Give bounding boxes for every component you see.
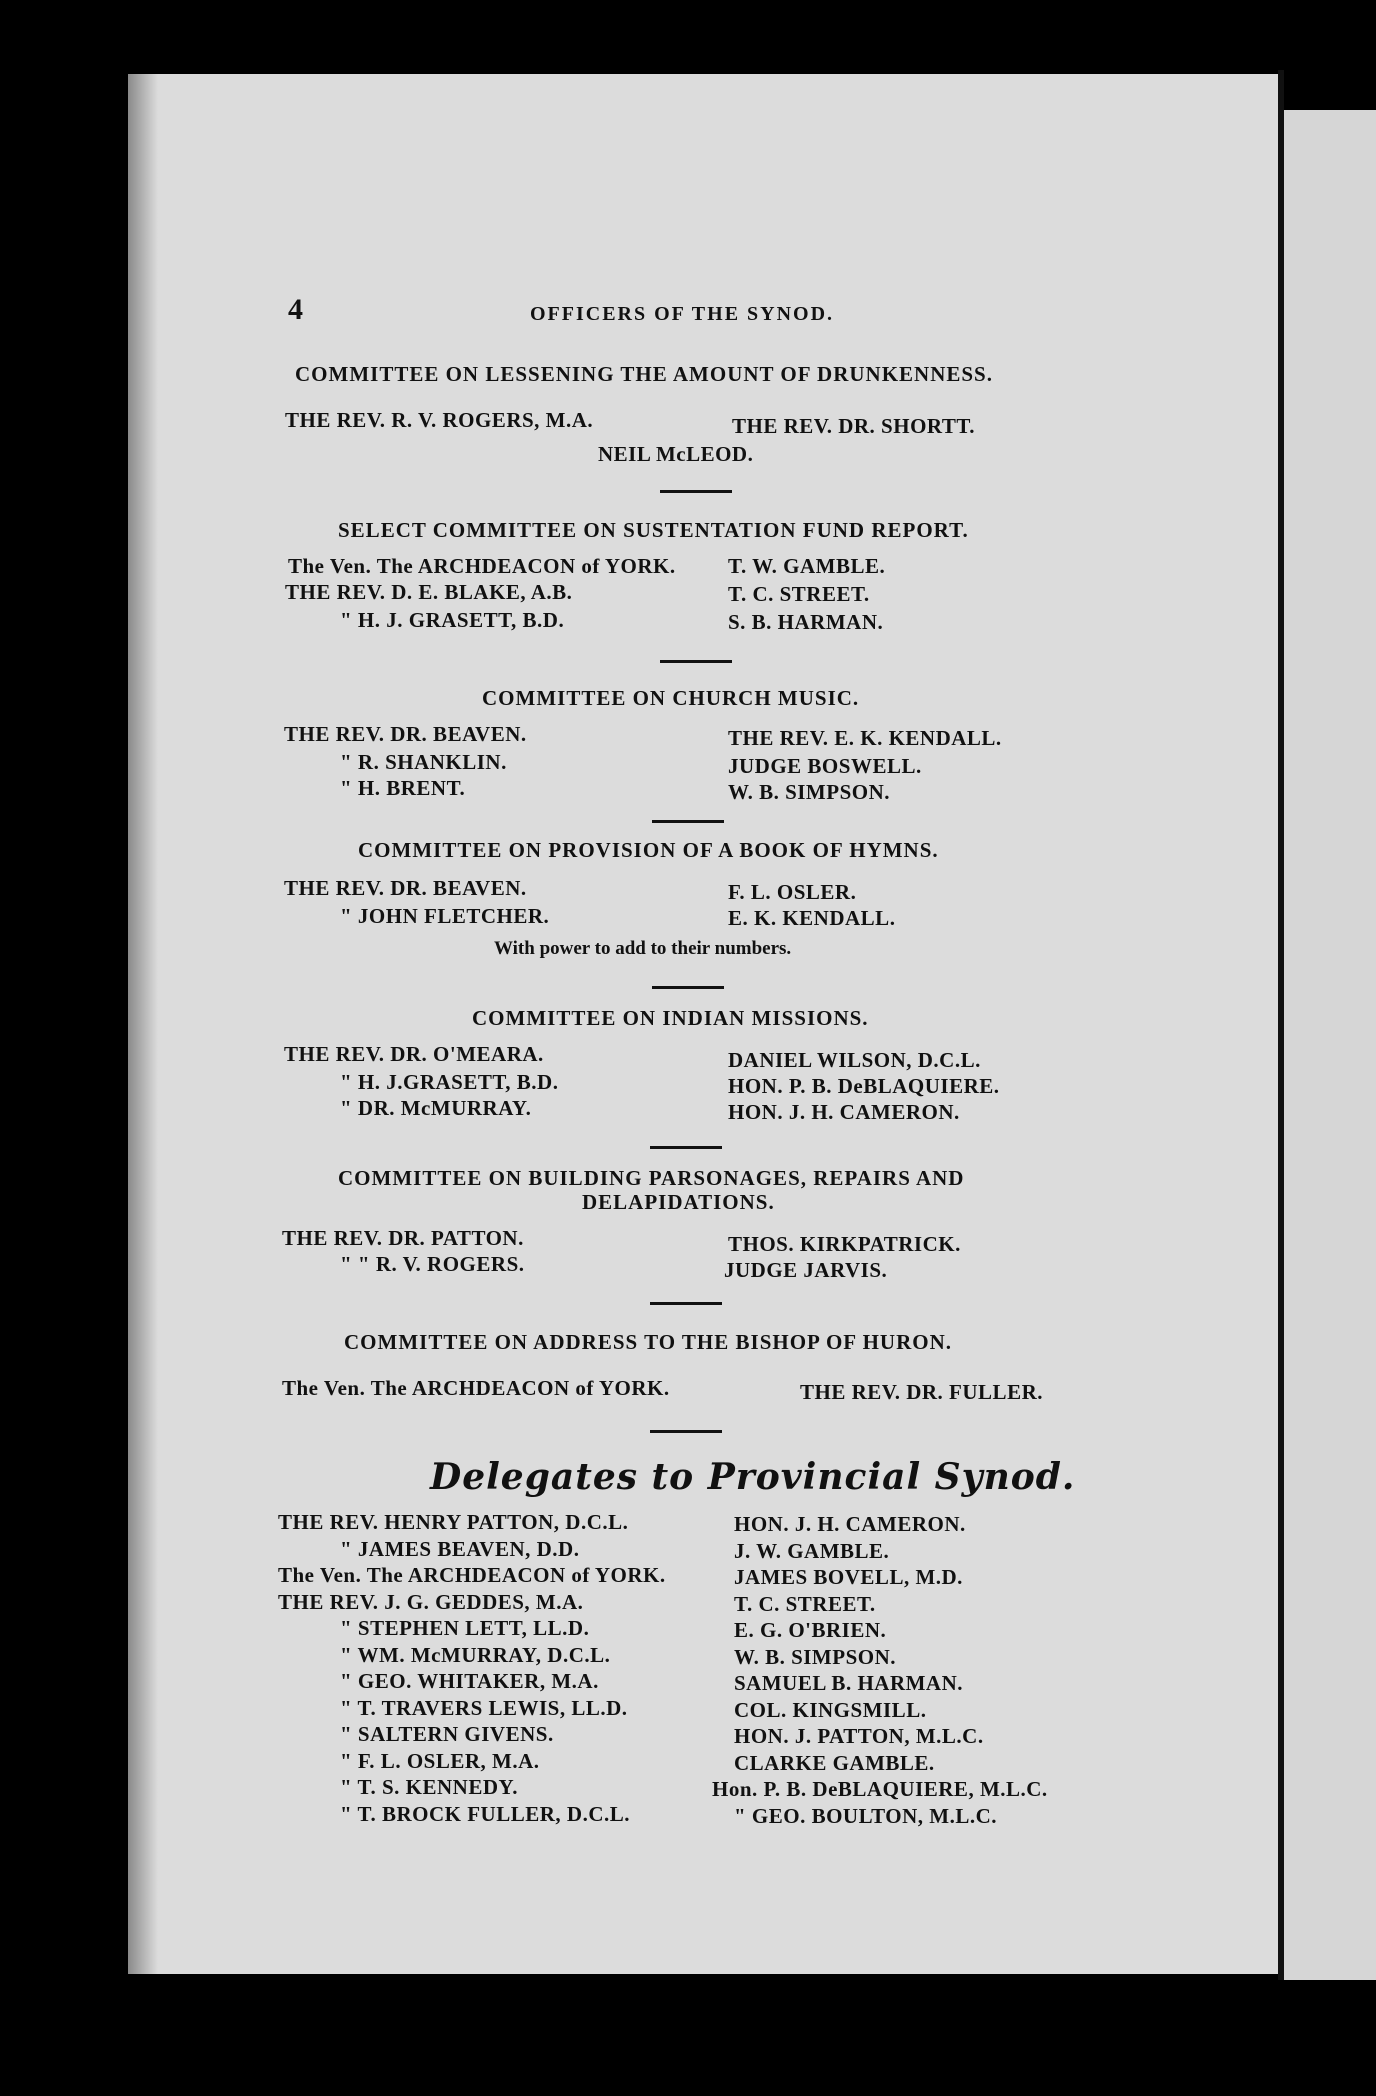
page-shadow [128,74,158,1974]
member-left: THE REV. DR. PATTON. [282,1226,524,1250]
delegate-right: " GEO. BOULTON, M.L.C. [734,1803,998,1828]
section-rule [652,986,724,989]
committee-title: COMMITTEE ON LESSENING THE AMOUNT OF DRUNKENNESS. [295,362,993,386]
delegate-left: " F. L. OSLER, M.A. [340,1748,540,1773]
member-left: " H. BRENT. [340,776,466,800]
delegate-left: " T. S. KENNEDY. [340,1775,518,1799]
member-center: NEIL McLEOD. [598,442,754,466]
delegate-left: THE REV. HENRY PATTON, D.C.L. [278,1510,629,1534]
committee-title: COMMITTEE ON BUILDING PARSONAGES, REPAIRS AND [338,1166,965,1190]
member-right: HON. J. H. CAMERON. [728,1100,960,1124]
member-right: DANIEL WILSON, D.C.L. [728,1048,981,1072]
member-right: S. B. HARMAN. [728,610,884,634]
section-rule [650,1302,722,1305]
delegate-left: " STEPHEN LETT, LL.D. [340,1616,590,1640]
delegate-left: " SALTERN GIVENS. [340,1722,554,1746]
member-left: " " R. V. ROGERS. [340,1252,525,1276]
delegate-right: Hon. P. B. DeBLAQUIERE, M.L.C. [712,1777,1048,1801]
delegate-right: CLARKE GAMBLE. [734,1750,935,1775]
delegate-left: " WM. McMURRAY, D.C.L. [340,1642,611,1667]
adjacent-page [1284,110,1376,1980]
delegate-right: HON. J. PATTON, M.L.C. [734,1724,984,1748]
member-right: JUDGE BOSWELL. [728,754,922,778]
delegate-left: " JAMES BEAVEN, D.D. [340,1536,580,1561]
section-rule [650,1430,722,1433]
delegate-right: COL. KINGSMILL. [734,1697,927,1722]
member-left: THE REV. DR. BEAVEN. [284,722,527,746]
delegate-left: THE REV. J. G. GEDDES, M.A. [278,1589,584,1614]
member-right: T. W. GAMBLE. [728,554,886,578]
member-left: The Ven. The ARCHDEACON of YORK. [288,554,676,578]
member-right: THE REV. DR. FULLER. [800,1380,1043,1404]
committee-note: With power to add to their numbers. [494,938,792,959]
delegate-right: SAMUEL B. HARMAN. [734,1671,964,1695]
delegate-right: E. G. O'BRIEN. [734,1618,887,1642]
section-rule [652,820,724,823]
committee-title-continued: DELAPIDATIONS. [582,1190,775,1214]
member-left: " H. J. GRASETT, B.D. [340,608,565,632]
committee-title: COMMITTEE ON CHURCH MUSIC. [482,686,860,710]
delegate-left: The Ven. The ARCHDEACON of YORK. [278,1563,666,1587]
member-right: E. K. KENDALL. [728,906,896,930]
member-right: HON. P. B. DeBLAQUIERE. [728,1074,1000,1098]
member-left: " JOHN FLETCHER. [340,904,550,928]
member-right: T. C. STREET. [728,582,870,606]
delegate-right: T. C. STREET. [734,1591,876,1616]
member-right: W. B. SIMPSON. [728,780,891,804]
delegate-left: " GEO. WHITAKER, M.A. [340,1669,599,1693]
section-rule [650,1146,722,1149]
delegate-left: " T. BROCK FULLER, D.C.L. [340,1801,631,1826]
delegate-right: W. B. SIMPSON. [734,1644,897,1669]
delegate-right: J. W. GAMBLE. [734,1538,890,1563]
delegate-right: JAMES BOVELL, M.D. [734,1565,963,1589]
committee-title: SELECT COMMITTEE ON SUSTENTATION FUND REPORT. [338,518,969,542]
member-right: THE REV. E. K. KENDALL. [728,726,1002,750]
member-left: " DR. McMURRAY. [340,1096,532,1120]
member-left: The Ven. The ARCHDEACON of YORK. [282,1376,670,1400]
section-rule [660,660,732,663]
member-left: " H. J.GRASETT, B.D. [340,1070,559,1094]
member-right: F. L. OSLER. [728,880,857,904]
member-left: THE REV. D. E. BLAKE, A.B. [285,580,573,604]
running-head [160,293,1160,333]
member-right: THOS. KIRKPATRICK. [728,1232,961,1256]
section-rule [660,490,732,493]
member-right: JUDGE JARVIS. [724,1258,888,1282]
member-left: THE REV. DR. O'MEARA. [284,1042,544,1066]
committee-title: COMMITTEE ON INDIAN MISSIONS. [472,1006,869,1030]
delegate-right: HON. J. H. CAMERON. [734,1512,966,1536]
section-heading: Delegates to Provincial Synod. [430,1456,1076,1498]
committee-title: COMMITTEE ON ADDRESS TO THE BISHOP OF HURON. [344,1330,953,1354]
member-left: THE REV. DR. BEAVEN. [284,876,527,900]
member-right: THE REV. DR. SHORTT. [732,414,976,438]
page-title: OFFICERS OF THE SYNOD. [530,303,835,325]
member-left: THE REV. R. V. ROGERS, M.A. [285,408,594,432]
member-left: " R. SHANKLIN. [340,750,507,774]
page-number: 4 [288,293,304,326]
committee-title: COMMITTEE ON PROVISION OF A BOOK OF HYMNS. [358,838,939,862]
delegate-left: " T. TRAVERS LEWIS, LL.D. [340,1695,628,1720]
